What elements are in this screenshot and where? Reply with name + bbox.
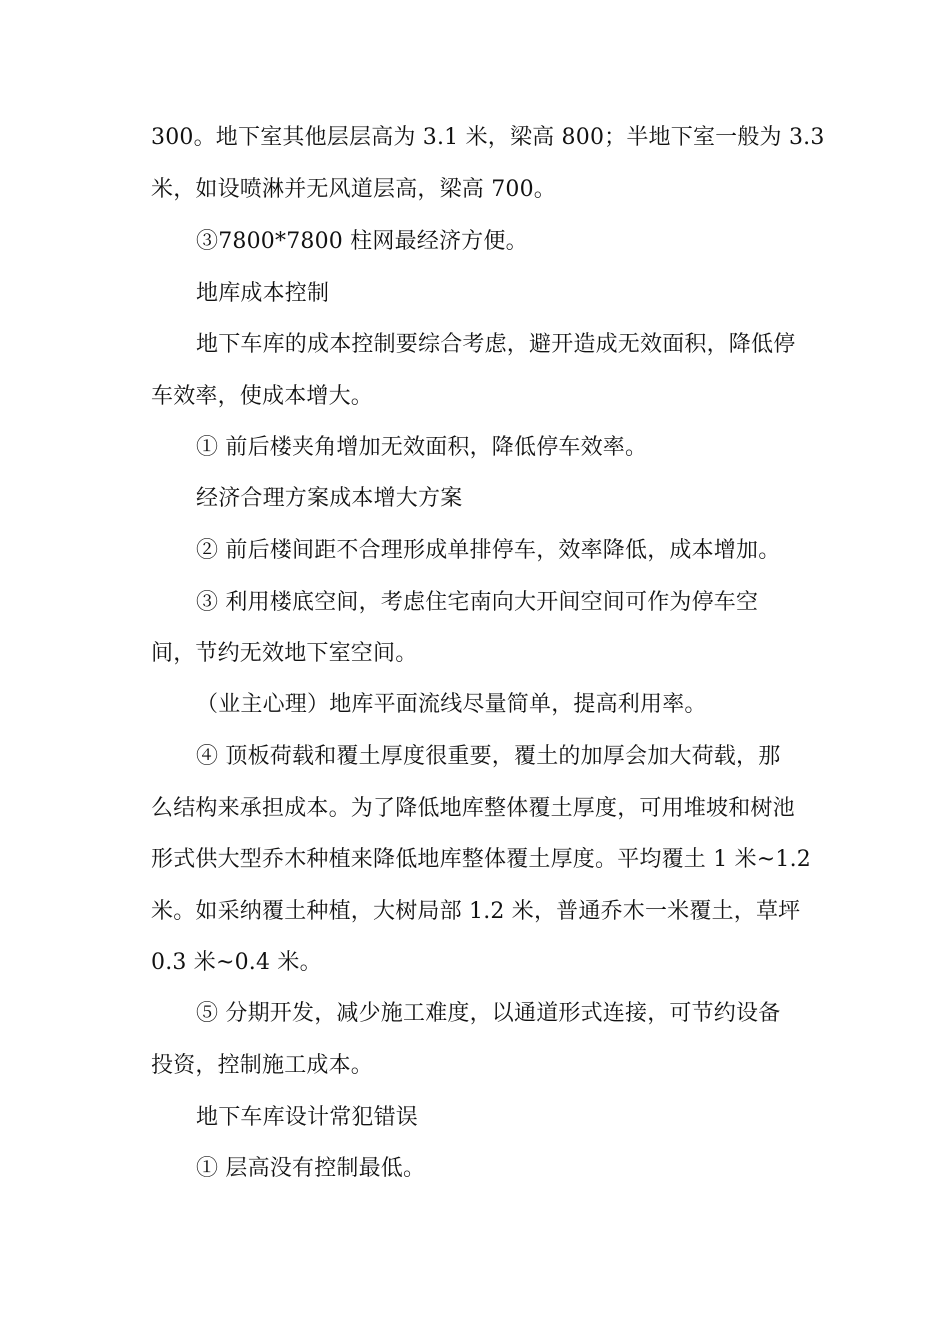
paragraph-line: 300。地下室其他层层高为 3.1 米，梁高 800；半地下室一般为 3.3 xyxy=(151,125,825,150)
paragraph-line: ① 前后楼夹角增加无效面积，降低停车效率。 xyxy=(196,435,648,460)
paragraph-line: ② 前后楼间距不合理形成单排停车，效率降低，成本增加。 xyxy=(196,538,781,563)
paragraph-line: ① 层高没有控制最低。 xyxy=(196,1156,426,1181)
paragraph-line: ③7800*7800 柱网最经济方便。 xyxy=(196,229,528,254)
paragraph-line: 米。如采纳覆土种植，大树局部 1.2 米，普通乔木一米覆土，草坪 xyxy=(151,899,801,924)
paragraph-line: 0.3 米~0.4 米。 xyxy=(151,950,322,975)
paragraph-line: 经济合理方案成本增大方案 xyxy=(196,486,463,511)
paragraph-line: 投资，控制施工成本。 xyxy=(151,1053,374,1078)
paragraph-line: （业主心理）地库平面流线尽量简单，提高利用率。 xyxy=(196,692,707,717)
paragraph-line: ④ 顶板荷载和覆土厚度很重要，覆土的加厚会加大荷载，那 xyxy=(196,744,781,769)
paragraph-line: 地下车库的成本控制要综合考虑，避开造成无效面积，降低停 xyxy=(196,332,796,357)
paragraph-line: 么结构来承担成本。为了降低地库整体覆土厚度，可用堆坡和树池 xyxy=(151,796,795,821)
section-heading: 地库成本控制 xyxy=(196,281,330,306)
paragraph-line: 车效率，使成本增大。 xyxy=(151,384,374,409)
section-heading: 地下车库设计常犯错误 xyxy=(196,1105,419,1130)
paragraph-line: ③ 利用楼底空间，考虑住宅南向大开间空间可作为停车空 xyxy=(196,590,759,615)
paragraph-line: 米，如设喷淋并无风道层高，梁高 700。 xyxy=(151,177,556,202)
paragraph-line: 间，节约无效地下室空间。 xyxy=(151,641,418,666)
paragraph-line: ⑤ 分期开发，减少施工难度，以通道形式连接，可节约设备 xyxy=(196,1001,781,1026)
paragraph-line: 形式供大型乔木种植来降低地库整体覆土厚度。平均覆土 1 米~1.2 xyxy=(151,847,812,872)
